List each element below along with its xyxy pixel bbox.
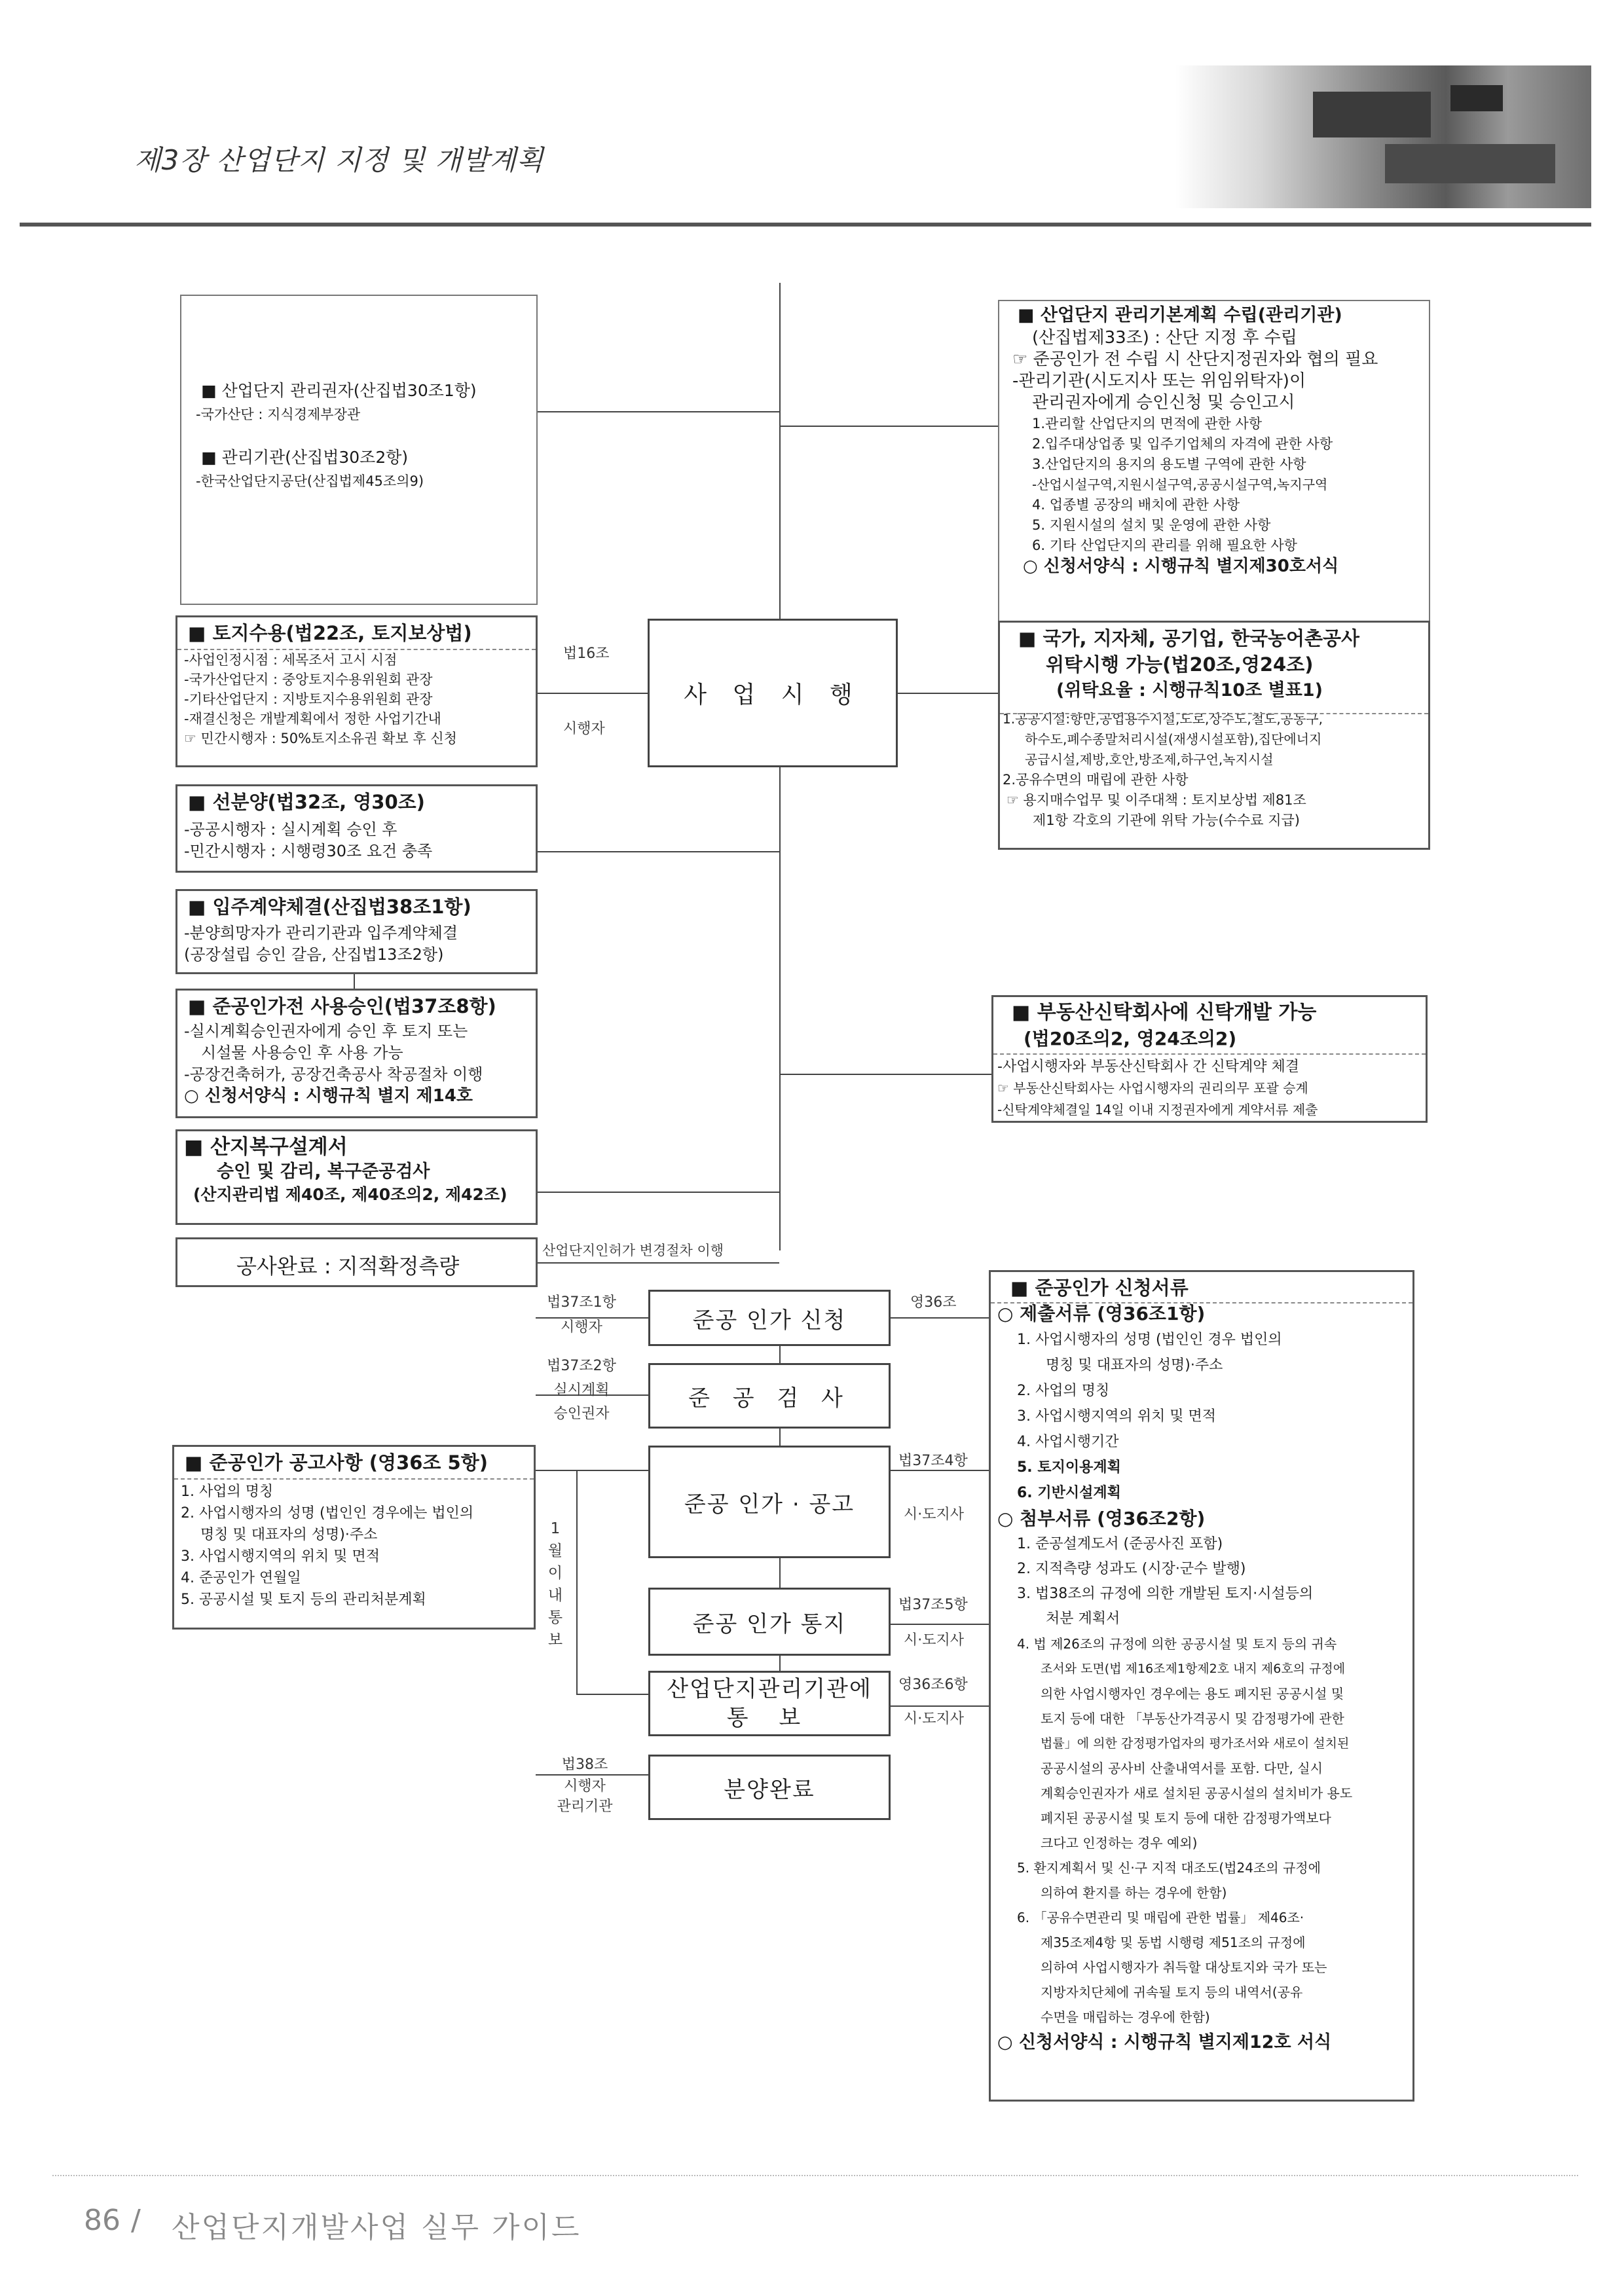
entrust-line: 하수도,폐수종말처리시설(재생시설포함),집단에너지 (1025, 731, 1322, 747)
docs-attach-line: 폐지된 공공시설 및 토지 등에 대한 감정평가액보다 (1041, 1810, 1331, 1826)
land-title: ■ 토지수용(법22조, 토지보상법) (188, 622, 472, 644)
label-law37-1-who: 시행자 (561, 1319, 602, 1336)
mgmt-plan-form: ○ 신청서양식 : 시행규칙 별지제30호서식 (1023, 556, 1339, 576)
label-dec36: 영36조 (910, 1294, 957, 1311)
docs-attach-line: 5. 환지계획서 및 신·구 지적 대조도(법24조의 규정에 (1017, 1860, 1321, 1876)
sale-complete-box: 분양완료 (648, 1755, 891, 1820)
land-expropriation-box (175, 615, 538, 767)
mountain-box (175, 1129, 538, 1225)
footer-rule (52, 2175, 1578, 2176)
line-notify-right (891, 1624, 989, 1625)
mgmt-plan-line: -관리기관(시도지사 또는 위임위탁자)이 (1012, 371, 1306, 391)
completion-inspect-box: 준 공 검 사 (648, 1363, 891, 1429)
mgmt-plan-item: 1.관리할 산업단지의 면적에 관한 사항 (1032, 416, 1263, 431)
footer-page-number: 86 (84, 2204, 120, 2237)
contract-box (175, 889, 538, 974)
trust-title1: ■ 부동산신탁회사에 신탁개발 가능 (1012, 1001, 1317, 1024)
chapter-title: 제3장 산업단지 지정 및 개발계획 (134, 144, 544, 176)
docs-attach-line: 2. 지적측량 성과도 (시장·군수 발행) (1017, 1561, 1246, 1577)
label-law37-2: 법37조2항 (547, 1358, 616, 1374)
docs-attach-line: 지방자치단체에 귀속될 토지 등의 내역서(공유 (1041, 1984, 1303, 2000)
completion-approve-box: 준공 인가 · 공고 (648, 1446, 891, 1558)
line-left-mountain (538, 1192, 779, 1193)
entrust-title3: (위탁요율 : 시행규칙10조 별표1) (1056, 680, 1323, 701)
docs-attach-line: 1. 준공설계도서 (준공사진 포함) (1017, 1536, 1223, 1552)
mgmt-plan-title: ■ 산업단지 관리기본계획 수립(관리기관) (1018, 305, 1342, 325)
docs-attach-line: 6. 「공유수면관리 및 매립에 관한 법률」 제46조· (1017, 1910, 1304, 1925)
line-sale-left (536, 1774, 648, 1776)
docs-submit-line: 5. 토지이용계획 (1017, 1459, 1121, 1476)
label-law37-4: 법37조4항 (898, 1453, 968, 1469)
label-law38: 법38조 (561, 1757, 608, 1773)
mountain-line: (산지관리법 제40조, 제40조의2, 제42조) (193, 1185, 507, 1204)
entrust-title1: ■ 국가, 지자체, 공기업, 한국농어촌공사 (1018, 627, 1360, 649)
label-month-notice: 1 월 이 내 통 보 (542, 1518, 568, 1651)
label-law37-2-who2: 승인권자 (553, 1406, 610, 1422)
mgmt-notify-line1: 산업단지관리기관에 (667, 1676, 872, 1702)
docs-attach-line: 의한 사업시행자인 경우에는 용도 폐지된 공공시설 및 (1041, 1686, 1344, 1702)
docs-attach-line: 조서와 도면(법 제16조제1항제2호 내지 제6호의 규정에 (1041, 1662, 1346, 1676)
manager-box (180, 295, 538, 605)
docs-attach-line: 처분 계획서 (1046, 1611, 1120, 1627)
docs-attach-line: 수면을 매립하는 경우에 한함) (1041, 2009, 1210, 2025)
docs-submit-line: 1. 사업시행자의 성명 (법인인 경우 법인의 (1017, 1332, 1282, 1348)
manager-item1: ■ 산업단지 관리권자(산집법30조1항) (201, 381, 477, 400)
presale-box (175, 784, 538, 873)
mgmt-plan-box (998, 300, 1430, 644)
label-law37-2-who1: 실시계획 (553, 1382, 610, 1398)
manager-item1-sub: -국가산단 : 지식경제부장관 (196, 407, 361, 422)
notice-line: 3. 사업시행지역의 위치 및 면적 (181, 1548, 380, 1565)
docs-attach-line: 계획승인권자가 새로 설치된 공공시설의 설치비가 용도 (1041, 1785, 1353, 1801)
docs-submit-line: 6. 기반시설계획 (1017, 1485, 1121, 1501)
line-left-completion (538, 1262, 779, 1264)
header-rule (20, 223, 1591, 227)
notice-line: 5. 공공시설 및 토지 등의 관리처분계획 (181, 1592, 426, 1608)
docs-attach-line: 크다고 인정하는 경우 예외) (1041, 1835, 1198, 1851)
line-left-land (538, 693, 648, 694)
label-law37-4-who: 시·도지사 (904, 1506, 965, 1523)
completion-survey-box (175, 1237, 538, 1287)
land-line: -재결신청은 개발계획에서 정한 사업기간내 (184, 711, 441, 727)
line-month-bottom (576, 1694, 648, 1695)
mgmt-plan-item: 2.입주대상업종 및 입주기업체의 자격에 관한 사항 (1032, 436, 1333, 452)
contract-title: ■ 입주계약체결(산집법38조1항) (188, 896, 471, 918)
entrust-line: 제1항 각호의 기관에 위탁 가능(수수료 지급) (1033, 812, 1300, 828)
notice-line: 2. 사업시행자의 성명 (법인인 경우에는 법인의 (181, 1505, 474, 1522)
trust-dev-box (991, 995, 1428, 1123)
presale-line: -공공시행자 : 실시계획 승인 후 (184, 820, 397, 839)
entrust-line: ☞ 용지매수업무 및 이주대책 : 토지보상법 제81조 (1006, 792, 1306, 808)
docs-attach-line: 의하여 사업시행자가 취득할 대상토지와 국가 또는 (1041, 1959, 1327, 1975)
notice-title: ■ 준공인가 공고사항 (영36조 5항) (185, 1451, 488, 1474)
mountain-line: 승인 및 감리, 복구준공검사 (217, 1161, 430, 1182)
entrust-box (998, 621, 1430, 850)
mgmt-notify-line2: 통 보 (726, 1705, 813, 1731)
line-right-trust (779, 1074, 991, 1075)
docs-form: ○ 신청서양식 : 시행규칙 별지제12호 서식 (997, 2032, 1332, 2052)
mgmt-notify-box (648, 1671, 891, 1736)
mgmt-plan-line: 관리권자에게 승인신청 및 승인고시 (1032, 393, 1295, 412)
docs-attach-line: 제35조제4항 및 동법 시행령 제51조의 규정에 (1041, 1935, 1306, 1950)
line-mgmt-right (891, 1705, 989, 1707)
docs-attach-line: 의하여 환지를 하는 경우에 한함) (1041, 1885, 1227, 1901)
entrust-line: 공급시설,제방,호안,방조제,하구언,녹지시설 (1025, 752, 1274, 767)
docs-submit-title: ○ 제출서류 (영36조1항) (997, 1303, 1206, 1324)
header-photo (1175, 65, 1591, 208)
preuse-title: ■ 준공인가전 사용승인(법37조8항) (188, 995, 496, 1017)
preuse-line: -실시계획승인권자에게 승인 후 토지 또는 (184, 1022, 468, 1040)
manager-item2-sub: -한국산업단지공단(산집법제45조의9) (196, 473, 424, 489)
line-left-manager (538, 411, 779, 412)
completion-apply-box: 준공 인가 신청 (648, 1290, 891, 1346)
label-law37-1: 법37조1항 (547, 1294, 616, 1311)
label-law37-5-who: 시·도지사 (904, 1632, 965, 1649)
presale-line: -민간시행자 : 시행령30조 요건 충족 (184, 842, 433, 860)
line-right-entrust (898, 693, 998, 694)
notice-line: 4. 준공인가 연월일 (181, 1570, 301, 1586)
label-law16: 법16조 (563, 646, 610, 662)
contract-line: -분양희망자가 관리기관과 입주계약체결 (184, 924, 458, 942)
line-left-presale (538, 851, 779, 852)
footer-separator: / (131, 2204, 141, 2237)
land-line: -국가산업단지 : 중앙토지수용위원회 관장 (184, 672, 433, 687)
completion-notify-box: 준공 인가 통지 (648, 1588, 891, 1656)
preuse-line: -공장건축허가, 공장건축공사 착공절차 이행 (184, 1065, 483, 1084)
docs-attach-line: 공공시설의 공사비 산출내역서를 포함. 다만, 실시 (1041, 1760, 1323, 1776)
footer-book-title: 산업단지개발사업 실무 가이드 (172, 2211, 581, 2244)
trust-line: -신탁계약체결일 14일 이내 지정권자에게 계약서류 제출 (997, 1102, 1318, 1118)
label-law38-who1: 시행자 (564, 1778, 606, 1795)
notice-line: 명칭 및 대표자의 성명)·주소 (200, 1527, 378, 1543)
line-apply-right (891, 1317, 989, 1319)
connector-contract-preuse (354, 974, 355, 989)
entrust-line: 2.공유수면의 매립에 관한 사항 (1003, 772, 1189, 788)
preuse-box (175, 989, 538, 1118)
docs-submit-line: 4. 사업시행기간 (1017, 1434, 1119, 1450)
line-month-vertical (576, 1470, 578, 1694)
completion-survey-text: 공사완료 : 지적확정측량 (236, 1254, 460, 1279)
mgmt-plan-item: 4. 업종별 공장의 배치에 관한 사항 (1032, 497, 1240, 513)
manager-item2: ■ 관리기관(산집법30조2항) (201, 448, 409, 467)
project-execution-box: 사 업 시 행 (648, 619, 898, 767)
line-right-mgmt (779, 426, 998, 427)
entrust-line: 1.공공시설:항만,공업용수시설,도로,상수도,철도,공동구, (1003, 711, 1323, 727)
mgmt-plan-item: 5. 지원시설의 설치 및 운영에 관한 사항 (1032, 517, 1271, 533)
docs-attach-title: ○ 첨부서류 (영36조2항) (997, 1508, 1206, 1529)
notice-items-box (172, 1445, 536, 1630)
presale-title: ■ 선분양(법32조, 영30조) (188, 791, 425, 813)
docs-submit-line: 2. 사업의 명칭 (1017, 1383, 1110, 1399)
mgmt-plan-item: 6. 기타 산업단지의 관리를 위해 필요한 사항 (1032, 538, 1297, 553)
trust-line: -사업시행자와 부동산신탁회사 간 신탁계약 체결 (997, 1059, 1299, 1075)
preuse-line: ○ 신청서양식 : 시행규칙 별지 제14호 (184, 1086, 473, 1106)
docs-attach-line: 4. 법 제26조의 규정에 의한 공공시설 및 토지 등의 귀속 (1017, 1636, 1337, 1652)
land-line: ☞ 민간시행자 : 50%토지소유권 확보 후 신청 (184, 731, 457, 746)
label-law37-5: 법37조5항 (898, 1597, 968, 1613)
mgmt-plan-line: (산집법제33조) : 산단 지정 후 수립 (1032, 328, 1297, 348)
entrust-title2: 위탁시행 가능(법20조,영24조) (1046, 653, 1314, 676)
trust-line: ☞ 부동산신탁회사는 사업시행자의 권리의무 포괄 승계 (997, 1080, 1308, 1096)
label-dec36-6-who: 시·도지사 (904, 1711, 965, 1727)
notice-line: 1. 사업의 명칭 (181, 1484, 274, 1500)
docs-title: ■ 준공인가 신청서류 (1010, 1277, 1189, 1299)
docs-attach-line: 법률」에 의한 감정평가업자의 평가조서와 새로이 설치된 (1041, 1736, 1350, 1751)
mountain-title: ■ 산지복구설계서 (184, 1135, 348, 1159)
mgmt-plan-item: 3.산업단지의 용지의 용도별 구역에 관한 사항 (1032, 456, 1306, 472)
label-dec36-6: 영36조6항 (898, 1677, 968, 1693)
docs-submit-line: 3. 사업시행지역의 위치 및 면적 (1017, 1408, 1216, 1425)
mgmt-plan-item: -산업시설구역,지원시설구역,공공시설구역,녹지구역 (1032, 477, 1328, 492)
completion-docs-box (989, 1270, 1414, 2102)
land-line: -기타산업단지 : 지방토지수용위원회 관장 (184, 691, 433, 707)
docs-submit-line: 명칭 및 대표자의 성명)·주소 (1046, 1357, 1223, 1374)
contract-line: (공장설립 승인 갈음, 산집법13조2항) (184, 945, 444, 964)
line-approve-left (536, 1470, 648, 1471)
land-line: -사업인정시점 : 세목조서 고시 시점 (184, 652, 397, 668)
mgmt-plan-line: ☞ 준공인가 전 수립 시 산단지정권자와 협의 필요 (1012, 350, 1378, 369)
label-implementer: 시행자 (563, 721, 605, 737)
label-law38-who2: 관리기관 (557, 1798, 613, 1815)
label-change-proc: 산업단지인허가 변경절차 이행 (542, 1243, 724, 1258)
preuse-line: 시설물 사용승인 후 사용 가능 (201, 1044, 403, 1062)
docs-attach-line: 토지 등에 대한 「부동산가격공시 및 감정평가에 관한 (1041, 1711, 1344, 1726)
docs-attach-line: 3. 법38조의 규정에 의한 개발된 토지·시설등의 (1017, 1586, 1314, 1602)
trust-title2: (법20조의2, 영24조의2) (1024, 1028, 1237, 1049)
